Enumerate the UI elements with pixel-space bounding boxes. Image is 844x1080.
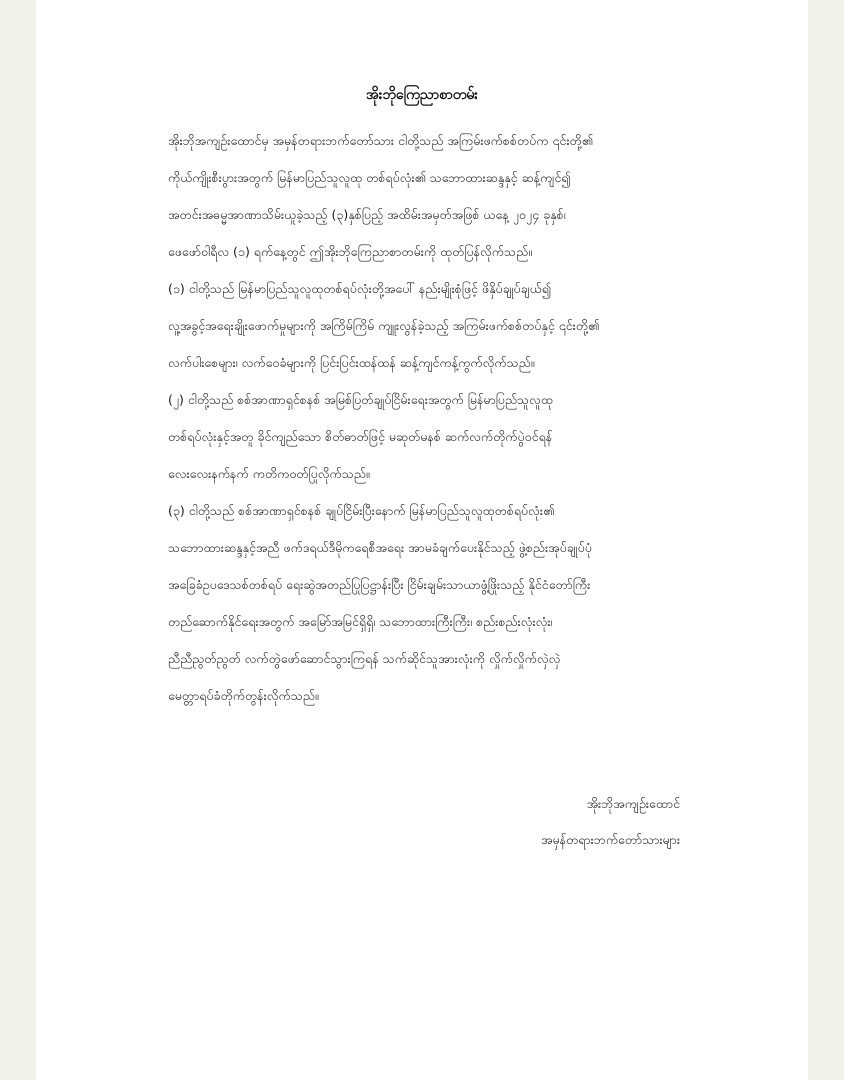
body-line: တစ်ရပ်လုံးနှင့်အတူ ခိုင်ကျည်သော စိတ်ဓာတ်ဖြင့် မဆုတ်မနစ် ဆက်လက်တိုက်ပွဲဝင်ရန် [168, 429, 553, 444]
body-line: သဘောထားဆန္ဒနှင့်အညီ ဖက်ဒရယ်ဒီမိုကရေစီအရေး အာမခံချက်ပေးနိုင်သည့် ဖွဲ့စည်းအုပ်ချုပ်ပုံ [168, 540, 592, 555]
body-line: (၁) ငါတို့သည် မြန်မာပြည်သူလူထုတစ်ရပ်လုံးတို့အပေါ် နည်းမျိုးစုံဖြင့် ဖိနှိပ်ချုပ်ချယ်၍ [168, 281, 552, 296]
body-line: တည်ဆောက်နိုင်ရေးအတွက် အမြော်အမြင်ရှိရှိ၊ သဘောထားကြီးကြီး၊ စည်းစည်းလုံးလုံး၊ [168, 614, 553, 629]
signature-block [541, 786, 680, 858]
document-body [168, 122, 728, 714]
body-line: အတင်းအဓမ္မအာဏာသိမ်းယူခဲ့သည့် (၃)နှစ်ပြည့် အထိမ်းအမှတ်အဖြစ် ယနေ့ ၂၀၂၄ ခုနှစ်၊ [168, 207, 566, 222]
body-line: လက်ပါးစေများ၊ လက်ဝေခံများကို ပြင်းပြင်းထန်ထန် ဆန့်ကျင်ကန့်ကွက်လိုက်သည်။ [168, 355, 535, 370]
body-line: အခြေခံဥပဒေသစ်တစ်ရပ် ရေးဆွဲအတည်ပြုပြဋ္ဌာန်းပြီး ငြိမ်းချမ်းသာယာဖွံ့ဖြိုးသည့် နိုင်ငံတော်ကြီး [168, 577, 591, 592]
body-line: လူ့အခွင့်အရေးချိုးဖောက်မှုများကို အကြိမ်ကြိမ် ကျူးလွန်ခဲ့သည့် အကြမ်းဖက်စစ်တပ်နှင့် ၎င်းတို့၏ [168, 318, 600, 333]
body-line: (၂) ငါတို့သည် စစ်အာဏာရှင်စနစ် အမြစ်ပြတ်ချုပ်ငြိမ်းရေးအတွက် မြန်မာပြည်သူလူထု [168, 392, 553, 407]
body-line: မေတ္တာရပ်ခံတိုက်တွန်းလိုက်သည်။ [168, 688, 319, 703]
document-title: အိုးဘိုကြေညာစာတမ်း [366, 87, 478, 103]
body-line: ဖေဖော်ဝါရီလ (၁) ရက်နေ့တွင် ဤအိုးဘိုကြေညာစာတမ်းကို ထုတ်ပြန်လိုက်သည်။ [168, 244, 532, 259]
body-line: (၃) ငါတို့သည် စစ်အာဏာရှင်စနစ် ချုပ်ငြိမ်းပြီးနောက် မြန်မာပြည်သူလူထုတစ်ရပ်လုံး၏ [168, 503, 555, 518]
signature-line-1: အိုးဘိုအကျဉ်းထောင် [586, 796, 680, 811]
body-line: ညီညီညွတ်ညွတ် လက်တွဲဖော်ဆောင်သွားကြရန် သက်ဆိုင်သူအားလုံးကို လှိုက်လှိုက်လှဲလှဲ [168, 651, 561, 666]
body-line: လေးလေးနက်နက် ကတိကဝတ်ပြုလိုက်သည်။ [168, 466, 370, 481]
document-page [36, 0, 808, 1080]
signature-line-2: အမှန်တရားဘက်တော်သားများ [541, 832, 680, 847]
body-line: အိုးဘိုအကျဉ်းထောင်မှ အမှန်တရားဘက်တော်သား ငါတို့သည် အကြမ်းဖက်စစ်တပ်က ၎င်းတို့၏ [168, 133, 593, 148]
body-line: ကိုယ်ကျိုးစီးပွားအတွက် မြန်မာပြည်သူလူထု တစ်ရပ်လုံး၏ သဘောထားဆန္ဒနှင့် ဆန့်ကျင်၍ [168, 170, 571, 185]
